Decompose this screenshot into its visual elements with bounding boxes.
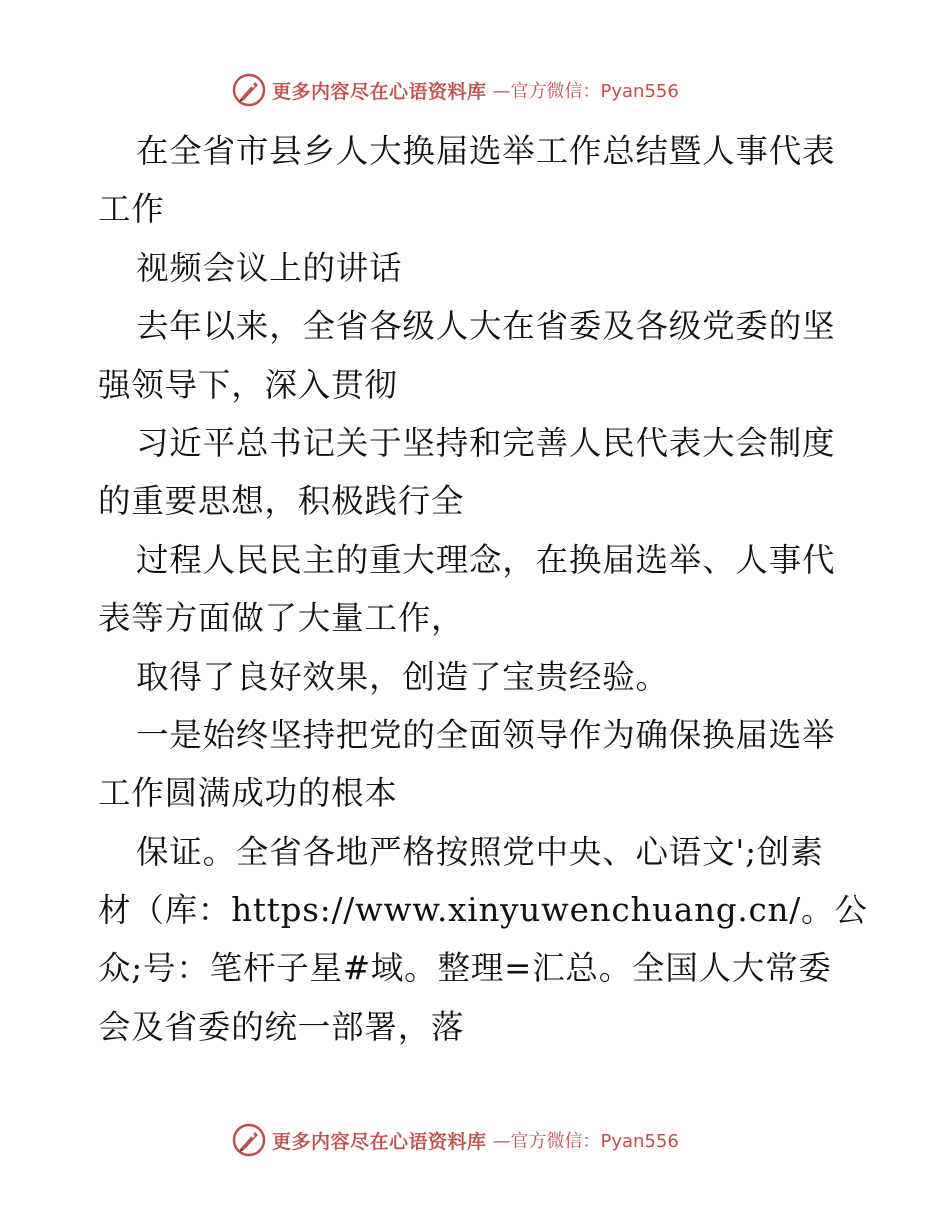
text-line: 会及省委的统一部署，落 (98, 1007, 465, 1046)
text-line: 习近平总书记关于坚持和完善人民代表大会制度 (136, 423, 836, 462)
text-line: 表等方面做了大量工作， (98, 599, 465, 638)
quill-pen-icon (232, 73, 266, 107)
text-line: 强领导下，深入贯彻 (98, 365, 398, 404)
banner-official-account: —官方微信：Pyan556 (492, 1131, 679, 1152)
quill-pen-icon (232, 1123, 266, 1157)
banner-official-account: —官方微信：Pyan556 (492, 81, 679, 102)
banner-slogan: 更多内容尽在心语资料库 (272, 80, 487, 103)
footer-watermark-banner (232, 1122, 679, 1158)
document-body (98, 122, 868, 1056)
text-line: 保证。全省各地严格按照党中央、心语文';创素 (136, 832, 824, 871)
text-line: 一是始终坚持把党的全面领导作为确保换届选举 (136, 715, 836, 754)
text-line: 在全省市县乡人大换届选举工作总结暨人事代表 (136, 132, 836, 170)
header-watermark-banner (232, 72, 679, 108)
banner-slogan: 更多内容尽在心语资料库 (272, 1130, 487, 1153)
text-line: 过程人民民主的重大理念，在换届选举、人事代 (136, 540, 836, 579)
text-line: 工作圆满成功的根本 (98, 774, 398, 813)
text-line: 材（库：https://www.xinyuwenchuang.cn/。公 (98, 891, 868, 930)
text-line: 众;号：笔杆子星#域。整理=汇总。全国人大常委 (98, 949, 832, 988)
text-line: 视频会议上的讲话 (136, 248, 403, 287)
text-line: 去年以来，全省各级人大在省委及各级党委的坚 (136, 307, 836, 346)
text-line: 取得了良好效果，创造了宝贵经验。 (136, 657, 669, 696)
text-line: 的重要思想，积极践行全 (98, 482, 465, 521)
text-line: 工作 (98, 190, 165, 229)
